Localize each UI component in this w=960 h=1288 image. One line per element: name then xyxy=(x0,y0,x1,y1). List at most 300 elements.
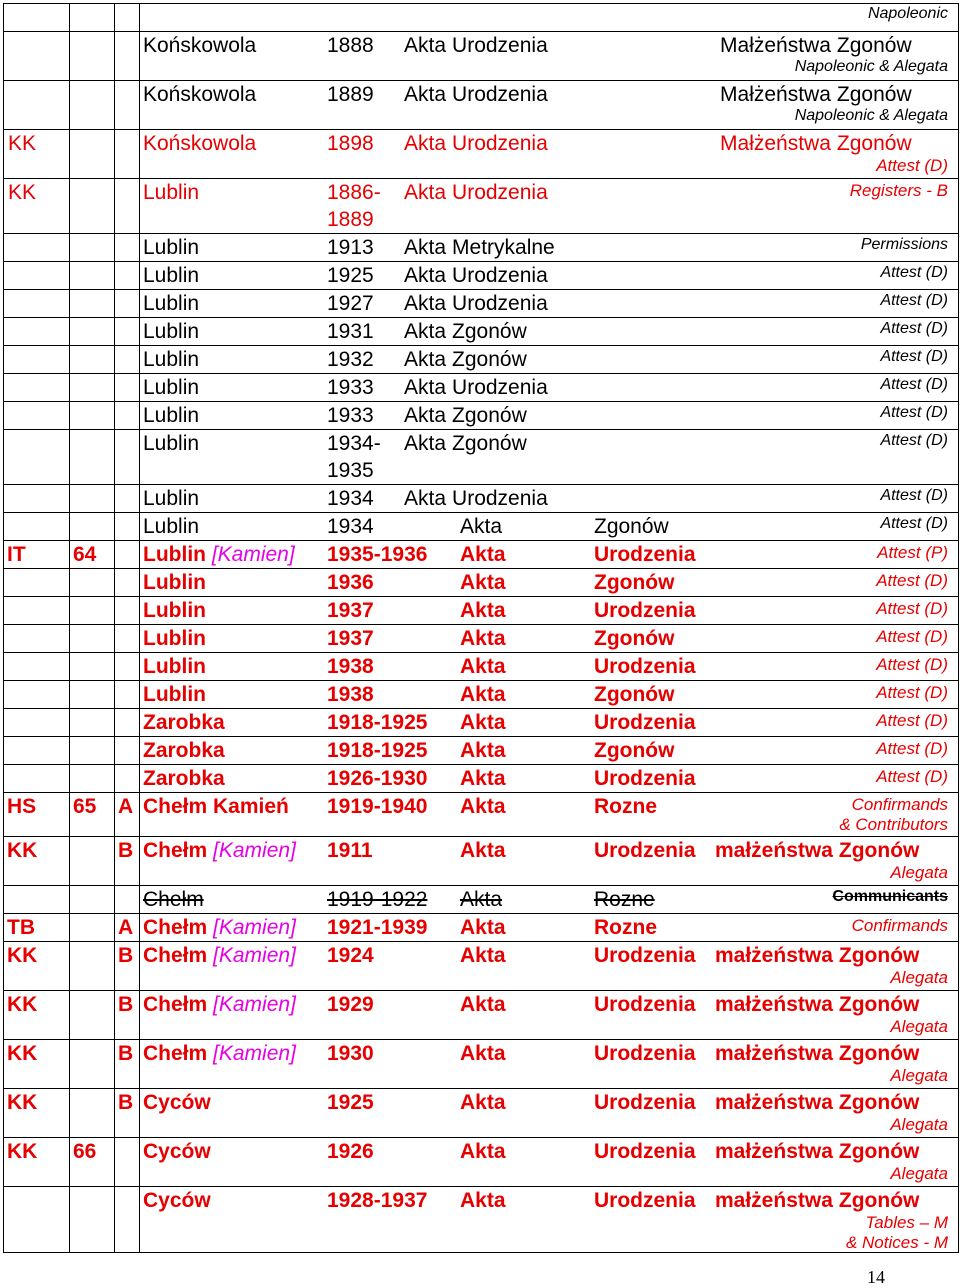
part-cell xyxy=(115,541,140,569)
number-cell xyxy=(70,597,115,625)
record-part xyxy=(115,767,118,790)
location-name: Końskowola xyxy=(143,83,257,106)
record-cell xyxy=(140,290,959,318)
record-note xyxy=(140,1066,958,1086)
records-body xyxy=(4,4,959,1253)
note-line: Attest (D) xyxy=(876,571,948,590)
year-start: 1925 xyxy=(327,264,374,287)
record-code: KK xyxy=(8,181,37,204)
record-code: TB xyxy=(7,916,35,939)
number-cell xyxy=(70,234,115,262)
location xyxy=(143,179,327,206)
location-name: Lublin xyxy=(143,264,200,287)
record-number xyxy=(70,916,73,939)
record-title xyxy=(404,32,958,59)
code-cell xyxy=(4,513,70,541)
record-code xyxy=(4,487,8,510)
record-code: KK xyxy=(7,993,38,1016)
number-cell xyxy=(70,653,115,681)
location xyxy=(143,374,327,401)
part-cell xyxy=(115,1138,140,1187)
table-row xyxy=(4,318,959,346)
record-type: Zgonów xyxy=(452,348,527,371)
akta-label: Akta xyxy=(404,320,447,343)
part-cell xyxy=(115,1089,140,1138)
record-cell xyxy=(140,1138,959,1187)
year-start: 1919-1922 xyxy=(327,888,428,911)
number-cell xyxy=(70,942,115,991)
akta-label: Akta xyxy=(460,839,506,862)
record-title xyxy=(460,1138,958,1165)
record-note xyxy=(140,863,958,883)
record-number xyxy=(70,376,73,399)
note-line: Alegata xyxy=(890,863,948,882)
location xyxy=(143,262,327,289)
year-start: 1929 xyxy=(327,993,374,1016)
record-part xyxy=(115,6,118,29)
record-code xyxy=(4,571,7,594)
table-row xyxy=(4,1138,959,1187)
number-cell xyxy=(70,681,115,709)
year-start: 1933 xyxy=(327,376,374,399)
code-cell xyxy=(4,81,70,130)
record-part xyxy=(115,348,118,371)
record-line xyxy=(140,737,958,764)
part-cell xyxy=(115,262,140,290)
year-end: 1935 xyxy=(327,459,374,482)
record-extra-1: Małżeństwa xyxy=(720,83,831,106)
year-end: 1889 xyxy=(327,208,374,231)
record-part xyxy=(115,683,118,706)
record-extra-1: małżeństwa xyxy=(715,1042,833,1065)
table-row xyxy=(4,569,959,597)
year-start: 1938 xyxy=(327,683,374,706)
number-cell xyxy=(70,81,115,130)
year xyxy=(327,1089,460,1116)
location xyxy=(143,1187,327,1214)
part-cell xyxy=(115,402,140,430)
number-cell xyxy=(70,541,115,569)
record-part: A xyxy=(118,795,134,818)
location xyxy=(143,1040,327,1067)
record-code xyxy=(4,888,8,911)
table-row xyxy=(4,4,959,32)
part-cell xyxy=(115,32,140,81)
location xyxy=(143,942,327,969)
year xyxy=(327,625,460,652)
record-line xyxy=(140,430,958,484)
location-name: Lublin xyxy=(143,376,200,399)
record-line xyxy=(140,597,958,624)
record-cell xyxy=(140,374,959,402)
year xyxy=(327,485,404,512)
record-part xyxy=(115,888,118,911)
record-cell xyxy=(140,709,959,737)
number-cell xyxy=(70,765,115,793)
record-code: HS xyxy=(7,795,37,818)
note-line: Napoleonic & Alegata xyxy=(794,58,948,75)
table-row xyxy=(4,32,959,81)
record-line xyxy=(140,625,958,652)
note-line: Alegata xyxy=(890,1115,948,1134)
table-row xyxy=(4,130,959,179)
part-cell xyxy=(115,737,140,765)
akta-label: Akta xyxy=(460,683,506,706)
year xyxy=(327,765,460,792)
year-start: 1927 xyxy=(327,292,374,315)
number-cell xyxy=(70,485,115,513)
table-row xyxy=(4,234,959,262)
record-code: KK xyxy=(7,1091,38,1114)
record-part xyxy=(115,487,118,510)
record-cell xyxy=(140,653,959,681)
year-start: 1888 xyxy=(327,34,374,57)
record-type: Zgonów xyxy=(594,739,675,762)
akta-label: Akta xyxy=(404,487,447,510)
location xyxy=(143,793,327,820)
record-number xyxy=(70,888,73,911)
record-type: Zgonów xyxy=(594,515,669,538)
number-cell xyxy=(70,346,115,374)
record-type: Urodzenia xyxy=(594,599,696,622)
number-cell xyxy=(70,290,115,318)
record-note xyxy=(140,58,958,76)
table-row xyxy=(4,681,959,709)
record-cell xyxy=(140,485,959,513)
record-number xyxy=(70,711,73,734)
part-cell xyxy=(115,837,140,886)
year xyxy=(327,914,460,941)
record-number xyxy=(70,348,73,371)
number-cell xyxy=(70,374,115,402)
note-line-2: & Contributors xyxy=(839,814,948,834)
record-cell xyxy=(140,942,959,991)
akta-label: Akta xyxy=(404,348,447,371)
record-number xyxy=(70,320,73,343)
akta-label: Akta xyxy=(404,132,447,155)
akta-label: Akta xyxy=(460,711,506,734)
record-title xyxy=(460,1187,958,1214)
note-line: Communicants xyxy=(832,888,948,905)
note-line: Attest (D) xyxy=(880,376,948,393)
record-part xyxy=(115,627,118,650)
akta-label: Akta xyxy=(460,993,506,1016)
part-cell xyxy=(115,346,140,374)
record-note xyxy=(140,968,958,988)
record-note xyxy=(880,348,958,366)
number-cell xyxy=(70,1138,115,1187)
record-note xyxy=(140,1017,958,1037)
part-cell xyxy=(115,765,140,793)
record-line xyxy=(140,709,958,736)
record-line xyxy=(140,914,958,941)
record-code: KK xyxy=(7,1042,38,1065)
record-cell xyxy=(140,1089,959,1138)
number-cell xyxy=(70,402,115,430)
note-line: Registers - B xyxy=(849,181,948,200)
record-code xyxy=(4,627,7,650)
record-cell xyxy=(140,430,959,485)
record-note xyxy=(140,1213,958,1252)
table-row xyxy=(4,374,959,402)
akta-label: Akta xyxy=(404,34,447,57)
record-code xyxy=(4,655,7,678)
number-cell xyxy=(70,513,115,541)
record-type: Urodzenia xyxy=(452,264,548,287)
location xyxy=(143,991,327,1018)
akta-label: Akta xyxy=(460,627,506,650)
note-line: Attest (D) xyxy=(880,404,948,421)
code-cell xyxy=(4,374,70,402)
record-number xyxy=(70,1042,73,1065)
record-note xyxy=(850,181,958,201)
record-code xyxy=(4,292,8,315)
table-row xyxy=(4,485,959,513)
record-title xyxy=(404,290,958,317)
table-row xyxy=(4,709,959,737)
record-line xyxy=(140,81,958,108)
record-type: Urodzenia xyxy=(594,1042,696,1065)
year xyxy=(327,374,404,401)
year xyxy=(327,1187,460,1214)
record-number: 65 xyxy=(73,795,97,818)
record-line xyxy=(140,1187,958,1214)
location xyxy=(143,625,327,652)
record-line xyxy=(140,234,958,261)
code-cell xyxy=(4,179,70,234)
record-cell xyxy=(140,513,959,541)
record-code xyxy=(4,376,8,399)
code-cell xyxy=(4,4,70,32)
code-cell xyxy=(4,402,70,430)
number-cell xyxy=(70,569,115,597)
table-row xyxy=(4,837,959,886)
record-extra-2: Zgonów xyxy=(838,1189,920,1212)
year-start: 1934 xyxy=(327,515,374,538)
record-line xyxy=(140,374,958,401)
record-line xyxy=(140,1138,958,1165)
record-type: Urodzenia xyxy=(452,487,548,510)
record-cell xyxy=(140,346,959,374)
note-line: Alegata xyxy=(890,1066,948,1085)
part-cell xyxy=(115,1040,140,1089)
record-number xyxy=(70,515,73,538)
part-cell xyxy=(115,130,140,179)
akta-label: Akta xyxy=(460,888,503,911)
number-cell xyxy=(70,179,115,234)
year xyxy=(327,234,404,261)
record-cell xyxy=(140,234,959,262)
year-start: 1889 xyxy=(327,83,374,106)
year xyxy=(327,709,460,736)
record-code xyxy=(4,34,8,57)
location xyxy=(143,485,327,512)
location-name: Zarobka xyxy=(143,767,225,790)
record-part xyxy=(115,432,118,455)
record-number xyxy=(70,292,73,315)
record-extra-1: Małżeństwa xyxy=(720,34,831,57)
location-name: Zarobka xyxy=(143,739,225,762)
record-extra-1: małżeństwa xyxy=(715,1140,833,1163)
table-row xyxy=(4,402,959,430)
year-start: 1938 xyxy=(327,655,374,678)
code-cell xyxy=(4,681,70,709)
year xyxy=(327,837,460,864)
record-type: Urodzenia xyxy=(452,181,548,204)
location xyxy=(143,1138,327,1165)
note-line: Attest (D) xyxy=(876,711,948,730)
part-cell xyxy=(115,886,140,914)
year xyxy=(327,318,404,345)
record-part xyxy=(115,83,118,106)
table-row xyxy=(4,991,959,1040)
record-line xyxy=(140,991,958,1018)
record-note xyxy=(880,404,958,422)
part-cell xyxy=(115,290,140,318)
record-type: Urodzenia xyxy=(452,34,548,57)
record-line xyxy=(140,513,958,540)
record-code xyxy=(4,1189,7,1212)
location-name: Chełm xyxy=(143,993,208,1016)
location-annotation: [Kamien] xyxy=(213,944,296,967)
record-note xyxy=(832,888,958,906)
note-line: Napoleonic xyxy=(867,5,948,22)
akta-label: Akta xyxy=(460,1189,506,1212)
record-cell xyxy=(140,793,959,837)
code-cell xyxy=(4,430,70,485)
code-cell xyxy=(4,1187,70,1253)
record-type: Rozne xyxy=(594,888,655,911)
record-title xyxy=(404,130,958,157)
record-line xyxy=(140,402,958,429)
record-number xyxy=(70,839,73,862)
record-title xyxy=(404,346,958,373)
location xyxy=(143,81,327,108)
note-line: Attest (D) xyxy=(880,292,948,309)
record-line xyxy=(140,1089,958,1116)
record-line xyxy=(140,32,958,59)
table-row xyxy=(4,793,959,837)
note-line: Attest (D) xyxy=(880,432,948,449)
record-code xyxy=(4,739,7,762)
table-row xyxy=(4,430,959,485)
table-row xyxy=(4,179,959,234)
code-cell xyxy=(4,130,70,179)
akta-label: Akta xyxy=(404,236,447,259)
record-note xyxy=(880,376,958,394)
record-type: Urodzenia xyxy=(594,944,696,967)
record-cell xyxy=(140,4,959,32)
record-type: Urodzenia xyxy=(594,655,696,678)
record-number xyxy=(70,993,73,1016)
record-number xyxy=(70,683,73,706)
record-number xyxy=(70,181,73,204)
record-note xyxy=(876,627,958,647)
number-cell xyxy=(70,4,115,32)
location xyxy=(143,597,327,624)
year-start: 1918-1925 xyxy=(327,739,428,762)
number-cell xyxy=(70,709,115,737)
record-number xyxy=(70,83,73,106)
location-name: Lublin xyxy=(143,515,200,538)
record-code: IT xyxy=(7,543,26,566)
year xyxy=(327,346,404,373)
record-code: KK xyxy=(8,132,37,155)
number-cell xyxy=(70,991,115,1040)
akta-label: Akta xyxy=(460,571,506,594)
record-number xyxy=(70,767,73,790)
record-type: Zgonów xyxy=(594,683,675,706)
code-cell xyxy=(4,653,70,681)
record-part xyxy=(115,236,118,259)
number-cell xyxy=(70,430,115,485)
location-name: Cyców xyxy=(143,1189,211,1212)
year xyxy=(327,1138,460,1165)
location xyxy=(143,653,327,680)
record-code xyxy=(4,599,7,622)
record-part: B xyxy=(118,993,134,1016)
record-number xyxy=(70,432,73,455)
record-part xyxy=(115,599,118,622)
record-code xyxy=(4,404,8,427)
year xyxy=(327,681,460,708)
record-line xyxy=(140,1040,958,1067)
akta-label: Akta xyxy=(460,599,506,622)
table-row xyxy=(4,81,959,130)
record-note xyxy=(876,571,958,591)
year-start: 1928-1937 xyxy=(327,1189,428,1212)
record-line xyxy=(140,653,958,680)
part-cell xyxy=(115,234,140,262)
year xyxy=(327,653,460,680)
part-cell xyxy=(115,430,140,485)
year-start: 1930 xyxy=(327,1042,374,1065)
table-row xyxy=(4,625,959,653)
location-name: Lublin xyxy=(143,571,206,594)
record-line xyxy=(140,290,958,317)
record-code xyxy=(4,320,8,343)
record-title xyxy=(404,374,958,401)
record-code xyxy=(4,83,8,106)
record-title xyxy=(460,991,958,1018)
year xyxy=(327,402,404,429)
location xyxy=(143,914,327,941)
record-line xyxy=(140,681,958,708)
record-part xyxy=(115,404,118,427)
number-cell xyxy=(70,737,115,765)
record-line xyxy=(140,346,958,373)
record-number xyxy=(70,571,73,594)
record-number xyxy=(70,487,73,510)
record-note xyxy=(876,655,958,675)
record-note xyxy=(868,5,958,23)
note-line: Attest (D) xyxy=(876,627,948,646)
note-line: Attest (D) xyxy=(880,515,948,532)
table-row xyxy=(4,765,959,793)
akta-label: Akta xyxy=(460,515,503,538)
code-cell xyxy=(4,290,70,318)
record-note xyxy=(877,543,958,563)
code-cell xyxy=(4,569,70,597)
record-cell xyxy=(140,1040,959,1089)
record-extra-1: małżeństwa xyxy=(715,839,833,862)
year-start: 1935-1936 xyxy=(327,543,428,566)
record-code xyxy=(4,432,8,455)
year-start: 1937 xyxy=(327,627,374,650)
location-name: Lublin xyxy=(143,292,200,315)
location-name: Lublin xyxy=(143,599,206,622)
year xyxy=(327,130,404,157)
